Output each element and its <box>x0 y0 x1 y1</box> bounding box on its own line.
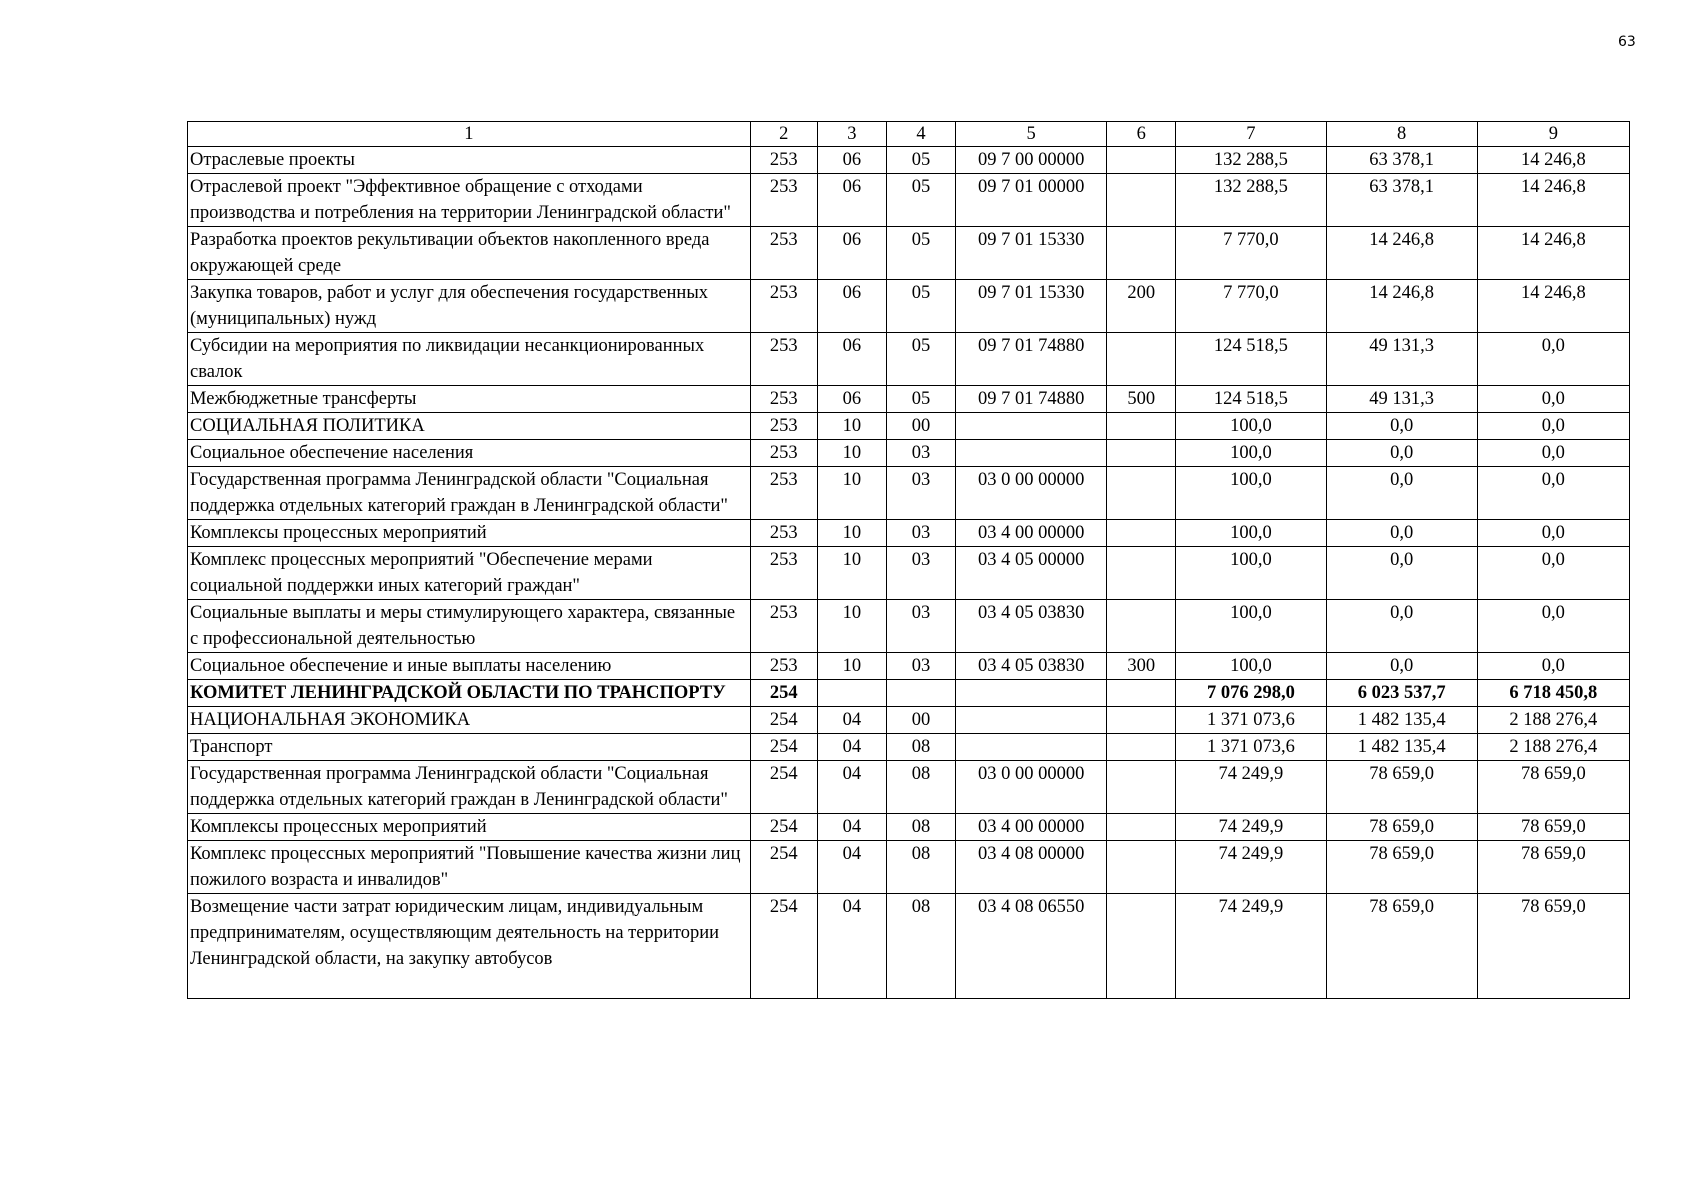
target-article-cell: 09 7 01 15330 <box>956 227 1107 280</box>
amount-col8-cell: 14 246,8 <box>1326 280 1477 333</box>
table-row <box>188 547 1630 600</box>
amount-col7-cell: 100,0 <box>1176 467 1326 520</box>
subsection-code-cell: 08 <box>886 841 955 894</box>
expense-type-cell: 300 <box>1107 653 1176 680</box>
amount-col7-cell: 100,0 <box>1176 653 1326 680</box>
table-row <box>188 413 1630 440</box>
amount-col8-cell: 1 482 135,4 <box>1326 707 1477 734</box>
subsection-code-cell: 00 <box>886 707 955 734</box>
section-code-cell: 04 <box>817 841 886 894</box>
expense-type-cell <box>1107 333 1176 386</box>
target-article-cell: 03 4 05 03830 <box>956 653 1107 680</box>
rzpr-code-cell: 253 <box>750 467 817 520</box>
table-row <box>188 894 1630 999</box>
subsection-code-cell: 08 <box>886 761 955 814</box>
rzpr-code-cell: 253 <box>750 333 817 386</box>
section-code-cell: 04 <box>817 814 886 841</box>
rzpr-code-cell: 253 <box>750 600 817 653</box>
target-article-cell <box>956 734 1107 761</box>
section-code-cell: 10 <box>817 547 886 600</box>
amount-col9-cell: 6 718 450,8 <box>1477 680 1629 707</box>
subsection-code-cell: 00 <box>886 413 955 440</box>
amount-col8-cell: 78 659,0 <box>1326 841 1477 894</box>
subsection-code-cell: 03 <box>886 547 955 600</box>
row-name-cell: Разработка проектов рекультивации объектов накопленного вреда окружающей среде <box>188 227 751 280</box>
target-article-cell: 09 7 01 74880 <box>956 333 1107 386</box>
rzpr-code-cell: 253 <box>750 520 817 547</box>
target-article-cell: 09 7 01 00000 <box>956 174 1107 227</box>
table-row <box>188 147 1630 174</box>
amount-col7-cell: 74 249,9 <box>1176 814 1326 841</box>
subsection-code-cell: 08 <box>886 734 955 761</box>
amount-col7-cell: 7 770,0 <box>1176 227 1326 280</box>
row-name-cell: Комплекс процессных мероприятий "Повышение качества жизни лиц пожилого возраста и инвалидов" <box>188 841 751 894</box>
subsection-code-cell <box>886 680 955 707</box>
amount-col9-cell: 14 246,8 <box>1477 147 1629 174</box>
section-code-cell: 06 <box>817 333 886 386</box>
table-row <box>188 761 1630 814</box>
subsection-code-cell: 05 <box>886 333 955 386</box>
table-row <box>188 227 1630 280</box>
rzpr-code-cell: 253 <box>750 653 817 680</box>
target-article-cell: 03 0 00 00000 <box>956 761 1107 814</box>
expense-type-cell <box>1107 814 1176 841</box>
amount-col8-cell: 14 246,8 <box>1326 227 1477 280</box>
section-code-cell: 10 <box>817 467 886 520</box>
column-header: 2 <box>750 122 817 147</box>
table-row <box>188 333 1630 386</box>
amount-col7-cell: 132 288,5 <box>1176 147 1326 174</box>
table-row <box>188 520 1630 547</box>
row-name-cell: Государственная программа Ленинградской области "Социальная поддержка отдельных категорий граждан в Ленинградской области" <box>188 467 751 520</box>
subsection-code-cell: 03 <box>886 440 955 467</box>
table-row <box>188 174 1630 227</box>
expense-type-cell <box>1107 680 1176 707</box>
row-name-cell: Возмещение части затрат юридическим лицам, индивидуальным предпринимателям, осуществляющим деятельность на территории Ленинградской области, на закупку автобусов <box>188 894 751 999</box>
row-name-cell: Комплекс процессных мероприятий "Обеспечение мерами социальной поддержки иных категорий граждан" <box>188 547 751 600</box>
expense-type-cell <box>1107 413 1176 440</box>
amount-col7-cell: 74 249,9 <box>1176 841 1326 894</box>
amount-col8-cell: 63 378,1 <box>1326 147 1477 174</box>
section-code-cell: 10 <box>817 653 886 680</box>
amount-col9-cell: 0,0 <box>1477 413 1629 440</box>
target-article-cell <box>956 413 1107 440</box>
row-name-cell: Комплексы процессных мероприятий <box>188 814 751 841</box>
amount-col8-cell: 78 659,0 <box>1326 894 1477 999</box>
rzpr-code-cell: 254 <box>750 894 817 999</box>
expense-type-cell <box>1107 841 1176 894</box>
row-name-cell: Социальное обеспечение и иные выплаты населению <box>188 653 751 680</box>
amount-col7-cell: 100,0 <box>1176 413 1326 440</box>
amount-col7-cell: 1 371 073,6 <box>1176 734 1326 761</box>
amount-col9-cell: 0,0 <box>1477 386 1629 413</box>
amount-col8-cell: 0,0 <box>1326 547 1477 600</box>
table-row <box>188 653 1630 680</box>
rzpr-code-cell: 253 <box>750 440 817 467</box>
target-article-cell <box>956 707 1107 734</box>
rzpr-code-cell: 254 <box>750 734 817 761</box>
amount-col8-cell: 1 482 135,4 <box>1326 734 1477 761</box>
section-code-cell: 10 <box>817 520 886 547</box>
expense-type-cell: 500 <box>1107 386 1176 413</box>
target-article-cell: 03 4 05 03830 <box>956 600 1107 653</box>
amount-col8-cell: 63 378,1 <box>1326 174 1477 227</box>
rzpr-code-cell: 253 <box>750 547 817 600</box>
amount-col7-cell: 100,0 <box>1176 547 1326 600</box>
table-body <box>188 147 1630 999</box>
rzpr-code-cell: 253 <box>750 227 817 280</box>
amount-col9-cell: 0,0 <box>1477 333 1629 386</box>
row-name-cell: Закупка товаров, работ и услуг для обеспечения государственных (муниципальных) нужд <box>188 280 751 333</box>
subsection-code-cell: 03 <box>886 520 955 547</box>
column-header: 3 <box>817 122 886 147</box>
subsection-code-cell: 05 <box>886 147 955 174</box>
rzpr-code-cell: 254 <box>750 707 817 734</box>
amount-col9-cell: 78 659,0 <box>1477 761 1629 814</box>
column-header: 9 <box>1477 122 1629 147</box>
section-code-cell: 10 <box>817 440 886 467</box>
table-row <box>188 841 1630 894</box>
column-header: 8 <box>1326 122 1477 147</box>
expense-type-cell <box>1107 707 1176 734</box>
subsection-code-cell: 05 <box>886 174 955 227</box>
amount-col8-cell: 0,0 <box>1326 467 1477 520</box>
column-header: 1 <box>188 122 751 147</box>
target-article-cell <box>956 680 1107 707</box>
budget-table <box>187 121 1630 999</box>
row-name-cell: СОЦИАЛЬНАЯ ПОЛИТИКА <box>188 413 751 440</box>
target-article-cell: 03 4 00 00000 <box>956 814 1107 841</box>
amount-col9-cell: 0,0 <box>1477 440 1629 467</box>
rzpr-code-cell: 254 <box>750 680 817 707</box>
rzpr-code-cell: 253 <box>750 386 817 413</box>
subsection-code-cell: 03 <box>886 600 955 653</box>
expense-type-cell <box>1107 520 1176 547</box>
column-header: 4 <box>886 122 955 147</box>
amount-col7-cell: 7 076 298,0 <box>1176 680 1326 707</box>
amount-col9-cell: 78 659,0 <box>1477 894 1629 999</box>
section-code-cell: 04 <box>817 761 886 814</box>
table-row <box>188 600 1630 653</box>
section-code-cell: 06 <box>817 280 886 333</box>
table-row <box>188 707 1630 734</box>
expense-type-cell <box>1107 600 1176 653</box>
rzpr-code-cell: 253 <box>750 174 817 227</box>
rzpr-code-cell: 253 <box>750 413 817 440</box>
amount-col8-cell: 78 659,0 <box>1326 814 1477 841</box>
section-code-cell <box>817 680 886 707</box>
target-article-cell <box>956 440 1107 467</box>
row-name-cell: Социальное обеспечение населения <box>188 440 751 467</box>
expense-type-cell <box>1107 894 1176 999</box>
amount-col9-cell: 0,0 <box>1477 467 1629 520</box>
expense-type-cell <box>1107 147 1176 174</box>
amount-col7-cell: 100,0 <box>1176 440 1326 467</box>
target-article-cell: 03 0 00 00000 <box>956 467 1107 520</box>
amount-col8-cell: 0,0 <box>1326 520 1477 547</box>
subsection-code-cell: 03 <box>886 467 955 520</box>
rzpr-code-cell: 253 <box>750 280 817 333</box>
target-article-cell: 03 4 00 00000 <box>956 520 1107 547</box>
table-row <box>188 386 1630 413</box>
expense-type-cell: 200 <box>1107 280 1176 333</box>
section-code-cell: 10 <box>817 600 886 653</box>
section-code-cell: 06 <box>817 386 886 413</box>
column-number-row <box>188 122 1630 147</box>
row-name-cell: Отраслевой проект "Эффективное обращение с отходами производства и потребления на территории Ленинградской области" <box>188 174 751 227</box>
section-code-cell: 04 <box>817 894 886 999</box>
row-name-cell: Отраслевые проекты <box>188 147 751 174</box>
row-name-cell: Субсидии на мероприятия по ликвидации несанкционированных свалок <box>188 333 751 386</box>
amount-col9-cell: 0,0 <box>1477 547 1629 600</box>
expense-type-cell <box>1107 440 1176 467</box>
row-name-cell: КОМИТЕТ ЛЕНИНГРАДСКОЙ ОБЛАСТИ ПО ТРАНСПОРТУ <box>188 680 751 707</box>
row-name-cell: Комплексы процессных мероприятий <box>188 520 751 547</box>
section-code-cell: 06 <box>817 174 886 227</box>
expense-type-cell <box>1107 227 1176 280</box>
subsection-code-cell: 05 <box>886 227 955 280</box>
target-article-cell: 09 7 01 15330 <box>956 280 1107 333</box>
subsection-code-cell: 08 <box>886 894 955 999</box>
table-row <box>188 680 1630 707</box>
table-row <box>188 440 1630 467</box>
amount-col7-cell: 100,0 <box>1176 520 1326 547</box>
amount-col9-cell: 14 246,8 <box>1477 174 1629 227</box>
amount-col9-cell: 0,0 <box>1477 653 1629 680</box>
target-article-cell: 03 4 08 00000 <box>956 841 1107 894</box>
amount-col7-cell: 7 770,0 <box>1176 280 1326 333</box>
amount-col9-cell: 78 659,0 <box>1477 841 1629 894</box>
amount-col8-cell: 78 659,0 <box>1326 761 1477 814</box>
expense-type-cell <box>1107 174 1176 227</box>
row-name-cell: Транспорт <box>188 734 751 761</box>
section-code-cell: 04 <box>817 707 886 734</box>
amount-col8-cell: 49 131,3 <box>1326 386 1477 413</box>
amount-col8-cell: 0,0 <box>1326 600 1477 653</box>
amount-col9-cell: 2 188 276,4 <box>1477 707 1629 734</box>
table-row <box>188 734 1630 761</box>
table-row <box>188 467 1630 520</box>
row-name-cell: Государственная программа Ленинградской области "Социальная поддержка отдельных категорий граждан в Ленинградской области" <box>188 761 751 814</box>
target-article-cell: 09 7 00 00000 <box>956 147 1107 174</box>
table-row <box>188 814 1630 841</box>
amount-col9-cell: 14 246,8 <box>1477 227 1629 280</box>
target-article-cell: 03 4 05 00000 <box>956 547 1107 600</box>
subsection-code-cell: 05 <box>886 280 955 333</box>
rzpr-code-cell: 253 <box>750 147 817 174</box>
subsection-code-cell: 08 <box>886 814 955 841</box>
section-code-cell: 10 <box>817 413 886 440</box>
row-name-cell: Социальные выплаты и меры стимулирующего характера, связанные с профессиональной деятельностью <box>188 600 751 653</box>
section-code-cell: 04 <box>817 734 886 761</box>
target-article-cell: 09 7 01 74880 <box>956 386 1107 413</box>
amount-col9-cell: 78 659,0 <box>1477 814 1629 841</box>
column-header: 7 <box>1176 122 1326 147</box>
amount-col7-cell: 124 518,5 <box>1176 386 1326 413</box>
amount-col7-cell: 74 249,9 <box>1176 761 1326 814</box>
amount-col8-cell: 6 023 537,7 <box>1326 680 1477 707</box>
amount-col9-cell: 2 188 276,4 <box>1477 734 1629 761</box>
amount-col7-cell: 1 371 073,6 <box>1176 707 1326 734</box>
amount-col7-cell: 132 288,5 <box>1176 174 1326 227</box>
target-article-cell: 03 4 08 06550 <box>956 894 1107 999</box>
row-name-cell: Межбюджетные трансферты <box>188 386 751 413</box>
amount-col9-cell: 0,0 <box>1477 520 1629 547</box>
subsection-code-cell: 05 <box>886 386 955 413</box>
expense-type-cell <box>1107 547 1176 600</box>
page-number: 63 <box>1618 34 1636 50</box>
section-code-cell: 06 <box>817 227 886 280</box>
table-row <box>188 280 1630 333</box>
expense-type-cell <box>1107 467 1176 520</box>
rzpr-code-cell: 254 <box>750 761 817 814</box>
expense-type-cell <box>1107 761 1176 814</box>
subsection-code-cell: 03 <box>886 653 955 680</box>
amount-col9-cell: 14 246,8 <box>1477 280 1629 333</box>
rzpr-code-cell: 254 <box>750 841 817 894</box>
amount-col8-cell: 0,0 <box>1326 413 1477 440</box>
rzpr-code-cell: 254 <box>750 814 817 841</box>
column-header: 6 <box>1107 122 1176 147</box>
amount-col8-cell: 0,0 <box>1326 653 1477 680</box>
amount-col7-cell: 100,0 <box>1176 600 1326 653</box>
amount-col8-cell: 49 131,3 <box>1326 333 1477 386</box>
amount-col7-cell: 74 249,9 <box>1176 894 1326 999</box>
amount-col8-cell: 0,0 <box>1326 440 1477 467</box>
section-code-cell: 06 <box>817 147 886 174</box>
column-header: 5 <box>956 122 1107 147</box>
amount-col9-cell: 0,0 <box>1477 600 1629 653</box>
row-name-cell: НАЦИОНАЛЬНАЯ ЭКОНОМИКА <box>188 707 751 734</box>
amount-col7-cell: 124 518,5 <box>1176 333 1326 386</box>
expense-type-cell <box>1107 734 1176 761</box>
